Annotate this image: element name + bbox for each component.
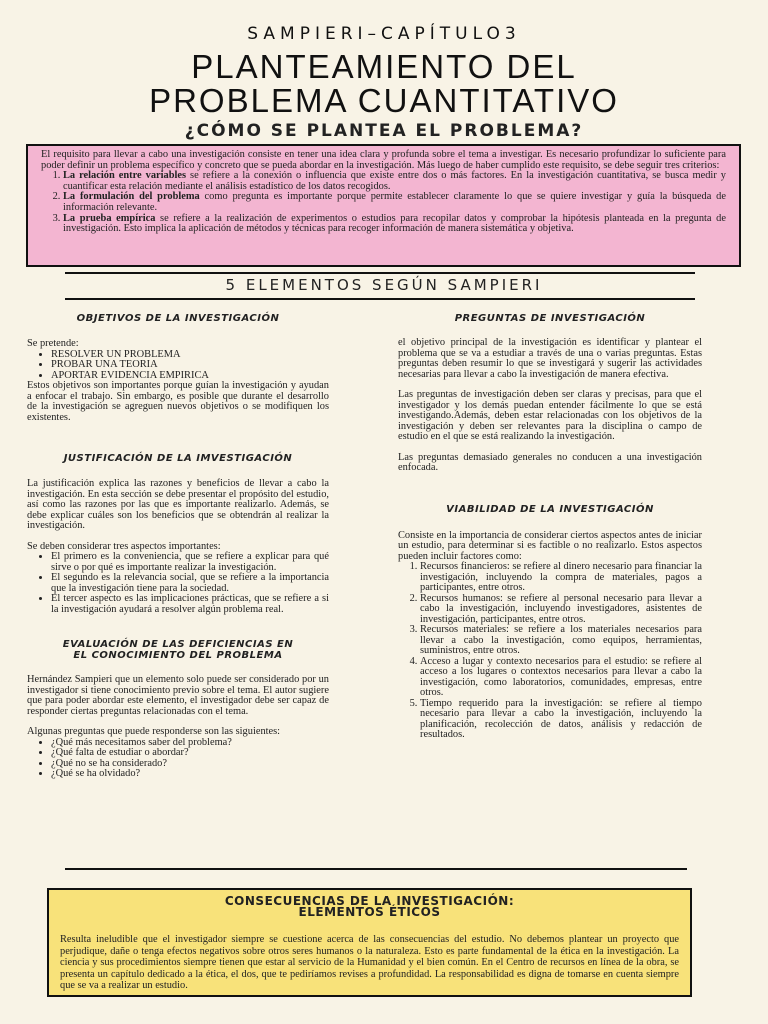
list-item: 1. Recursos financieros: se refiere al dinero necesario para financiar la investigación, incluyendo la compra de materiales, pagos a participantes, entre otros. bbox=[420, 562, 702, 594]
preguntas-p3: Las preguntas demasiado generales no conducen a una investigación enfocada. bbox=[398, 451, 702, 473]
objetivos-list bbox=[27, 350, 329, 382]
list-item: • El tercer aspecto es las implicaciones prácticas, que se refiere a si la investigación ayudará a resolver algún problema real. bbox=[51, 594, 329, 615]
preguntas-heading: PREGUNTAS DE INVESTIGACIÓN bbox=[454, 313, 646, 324]
justificacion-p2: Se deben considerar tres aspectos importantes: bbox=[27, 540, 221, 552]
list-item: 4. Acceso a lugar y contexto necesarios para el estudio: se refiere al acceso a los lugares o contextos necesarios para llevar a cabo la investigación, como laboratorios, comunidades, empresas, entre otros. bbox=[420, 657, 702, 699]
evaluacion-list bbox=[27, 738, 329, 780]
list-item: • PROBAR UNA TEORIA bbox=[51, 360, 329, 371]
viabilidad-list bbox=[398, 562, 702, 741]
list-item: • ¿Qué falta de estudiar o abordar? bbox=[51, 748, 329, 759]
criteria-term: La relación entre variables bbox=[63, 170, 187, 182]
criteria-list bbox=[41, 171, 726, 235]
justificacion-list bbox=[27, 552, 329, 615]
intro-text: El requisito para llevar a cabo una investigación consiste en tener una idea clara y profunda sobre el tema a investigar. Es necesario profundizar lo suficiente para poder definir un problema específico y concreto que se pueda abordar en la investigación. Más luego de haber cumplido este requisito, se debe seguir tres criterios: bbox=[41, 149, 726, 171]
criteria-term: La prueba empírica bbox=[63, 212, 156, 224]
list-item: 2. Recursos humanos: se refiere al personal necesario para llevar a cabo la investigación, incluyendo investigadores, asistentes de investigación, participantes, entre otros. bbox=[420, 594, 702, 626]
justificacion-heading: JUSTIFICACIÓN DE LA IMVESTIGACIÓN bbox=[63, 453, 293, 464]
objetivos-heading: OBJETIVOS DE LA INVESTIGACIÓN bbox=[76, 313, 280, 324]
ethics-heading bbox=[60, 896, 679, 918]
divider-bottom bbox=[65, 298, 695, 300]
page-title bbox=[0, 50, 768, 118]
criteria-item bbox=[63, 214, 726, 235]
evaluacion-heading-line-2: EL CONOCIMIENTO DEL PROBLEMA bbox=[73, 650, 283, 661]
divider-top bbox=[65, 272, 695, 274]
page-title-line-1: PLANTEAMIENTO DEL bbox=[191, 48, 577, 85]
chapter-label: SAMPIERI–CAPÍTULO3 bbox=[247, 24, 521, 44]
list-item: 3. Recursos materiales: se refiere a los materiales necesarios para llevar a cabo la investigación, como equipos, herramientas, suministros, entre otros. bbox=[420, 625, 702, 657]
elements-heading: 5 ELEMENTOS SEGÚN SAMPIERI bbox=[225, 276, 543, 294]
left-column bbox=[27, 313, 329, 780]
evaluacion-p1: Hernández Sampieri que un elemento solo puede ser considerado por un investigador si tiene conocimiento previo sobre el tema. El autor sugiere que para poder abordar este elemento, el investigador debe ser capaz de responder ciertas preguntas relacionadas con el tema. bbox=[27, 674, 329, 717]
main-question: ¿CÓMO SE PLANTEA EL PROBLEMA? bbox=[184, 121, 584, 141]
criteria-desc: se refiere a la realización de experimentos o estudios para recopilar datos y comprobar la hipótesis planteada en la pregunta de investigación. Esto implica la aplicación de métodos y técnicas para recoger información de manera sistemática y objetiva. bbox=[63, 212, 726, 235]
list-item: • RESOLVER UN PROBLEMA bbox=[51, 350, 329, 361]
ethics-box bbox=[47, 888, 692, 997]
objetivos-text: Estos objetivos son importantes porque guían la investigación y ayudan a enfocar el trabajo. Sin embargo, es posible que durante el desarrollo de la investigación se agreguen nuevos objetivos o se modifiquen los existentes. bbox=[27, 380, 329, 423]
list-item: • El primero es la conveniencia, que se refiere a explicar para qué sirve o por qué es importante realizar la investigación. bbox=[51, 552, 329, 573]
viabilidad-heading: VIABILIDAD DE LA INVESTIGACIÓN bbox=[446, 503, 654, 515]
evaluacion-heading-line-1: EVALUACIÓN DE LAS DEFICIENCIAS EN bbox=[62, 639, 294, 650]
criteria-item bbox=[63, 171, 726, 192]
ethics-heading-line-1: CONSECUENCIAS DE LA INVESTIGACIÓN: bbox=[224, 894, 515, 908]
criteria-term: La formulación del problema bbox=[63, 191, 200, 203]
list-item: • ¿Qué no se ha considerado? bbox=[51, 759, 329, 770]
evaluacion-p2: Algunas preguntas que puede responderse son las siguientes: bbox=[27, 726, 281, 737]
preguntas-p2: Las preguntas de investigación deben ser claras y precisas, para que el investigador y los demás puedan entender fácilmente lo que se está investigando.Además, deben estar relacionadas con los objetivos de la investigación y deben ser relevantes para la disciplina o campo de estudio en el que se está realizando la investigación. bbox=[398, 389, 702, 442]
divider-footer bbox=[65, 868, 687, 870]
preguntas-p1: el objetivo principal de la investigación es identificar y plantear el problema que se va a estudiar a través de una o varias preguntas. Estas preguntas deben resumir lo que se investigará y sugerir las actividades necesarias para llevar a cabo la investigación de manera efectiva. bbox=[398, 337, 702, 380]
evaluacion-heading bbox=[27, 639, 329, 661]
intro-box bbox=[26, 144, 741, 267]
ethics-heading-line-2: ELEMENTOS ÉTICOS bbox=[298, 905, 441, 919]
list-item: • El segundo es la relevancia social, que se refiere a la importancia que la investigación tiene para la sociedad. bbox=[51, 573, 329, 594]
criteria-desc: como pregunta es importante porque permite establecer claramente lo que se quiere investigar y guía la búsqueda de información relevante. bbox=[63, 191, 726, 213]
right-column bbox=[398, 313, 702, 741]
justificacion-p1: La justificación explica las razones y beneficios de llevar a cabo la investigación. En esta sección se debe presentar el propósito del estudio, así como las razones por las que es importante realizarlo. Además, se debe explicar cuáles son los beneficios que se obtendrán al realizar la investigación. bbox=[27, 478, 329, 531]
list-item: • ¿Qué más necesitamos saber del problema? bbox=[51, 738, 329, 749]
list-item: • APORTAR EVIDENCIA EMPIRICA bbox=[51, 371, 329, 382]
criteria-desc: se refiere a la conexión o influencia que existe entre dos o más factores. En la investigación cuantitativa, se busca medir y cuantificar esta relación mediante el análisis estadístico de los datos recogidos. bbox=[63, 170, 726, 192]
list-item: 5. Tiempo requerido para la investigación: se refiere al tiempo necesario para llevar a cabo la investigación, incluyendo la planificación, recolección de datos, análisis y redacción de resultados. bbox=[420, 699, 702, 741]
ethics-text: Resulta ineludible que el investigador siempre se cuestione acerca de las consecuencias del estudio. No debemos plantear un proyecto que perjudique, dañe o tenga efectos negativos sobre otros seres humanos o la naturaleza. Esto es parte fundamental de la ética en la investigación. La ciencia y sus procedimientos siempre tienen que estar al servicio de la Humanidad y el bien común. En el Centro de recursos en línea de la obra, se presenta un capítulo dedicado a la ética, el dos, que te pediríamos revises a profundidad. La responsabilidad es digna de tomarse en cuenta siempre que se va a realizar un estudio. bbox=[60, 934, 679, 991]
objetivos-lead: Se pretende: bbox=[27, 338, 79, 349]
list-item: • ¿Qué se ha olvidado? bbox=[51, 769, 329, 780]
page-title-line-2: PROBLEMA CUANTITATIVO bbox=[149, 82, 619, 119]
viabilidad-p1: Consiste en la importancia de considerar ciertos aspectos antes de iniciar un estudio, para determinar si es factible o no realizarlo. Estos aspectos pueden incluir factores como: bbox=[398, 529, 702, 562]
criteria-item bbox=[63, 192, 726, 213]
